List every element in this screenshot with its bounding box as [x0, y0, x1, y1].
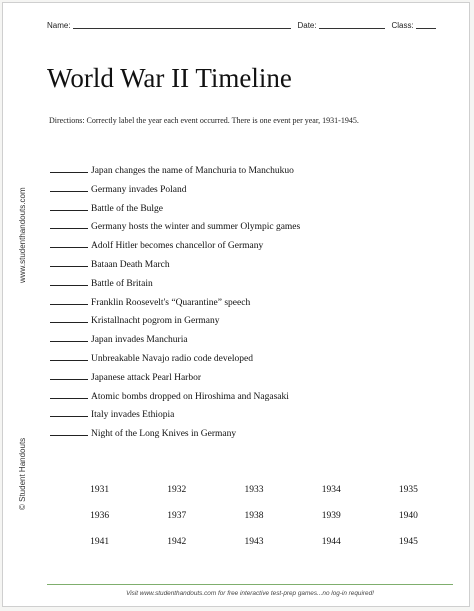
year-option: 1939 [321, 511, 341, 521]
year-option: 1938 [244, 511, 264, 521]
page-title: World War II Timeline [47, 63, 292, 93]
answer-blank [50, 240, 88, 248]
event-text: Franklin Roosevelt's “Quarantine” speech [91, 297, 251, 308]
event-list [50, 165, 300, 447]
year-option: 1931 [90, 485, 110, 495]
event-text: Bataan Death March [91, 259, 170, 270]
answer-blank [50, 334, 88, 342]
answer-blank [50, 259, 88, 267]
answer-blank [50, 221, 88, 229]
answer-blank [50, 278, 88, 286]
worksheet-page [2, 2, 470, 607]
event-item [50, 353, 300, 372]
event-text: Adolf Hitler becomes chancellor of Germany [91, 241, 264, 252]
event-item [50, 259, 300, 278]
footer-text: Visit www.studenthandouts.com for free interactive test-prep games...no log-in required! [126, 590, 374, 597]
event-text: Battle of Britain [91, 278, 153, 289]
answer-blank [50, 353, 88, 361]
answer-blank [50, 203, 88, 211]
event-item [50, 165, 300, 184]
header-fields [47, 20, 453, 30]
event-text: Unbreakable Navajo radio code developed [91, 353, 253, 364]
date-line [319, 20, 385, 29]
year-option: 1936 [90, 511, 110, 521]
event-item [50, 334, 300, 353]
event-text: Japan changes the name of Manchuria to Manchukuo [91, 166, 294, 176]
side-copyright-text: © Student Handouts [18, 437, 27, 510]
year-option: 1932 [167, 485, 187, 495]
date-label: Date: [297, 21, 317, 30]
event-item [50, 372, 300, 391]
year-option: 1934 [321, 485, 341, 495]
event-text: Japanese attack Pearl Harbor [91, 372, 201, 383]
class-line [416, 20, 436, 29]
event-item [50, 391, 300, 410]
year-option: 1942 [167, 537, 187, 547]
event-item [50, 203, 300, 222]
year-option: 1944 [321, 537, 341, 547]
event-text: Germany invades Poland [91, 184, 187, 195]
year-option: 1945 [398, 537, 418, 547]
event-item [50, 409, 300, 428]
answer-blank [50, 184, 88, 192]
class-label: Class: [391, 21, 414, 30]
year-bank [61, 485, 447, 549]
event-text: Germany hosts the winter and summer Olympic games [91, 222, 301, 233]
event-text: Battle of the Bulge [91, 203, 164, 214]
year-option: 1941 [90, 537, 110, 547]
answer-blank [50, 372, 88, 380]
event-item [50, 315, 300, 334]
year-option: 1937 [167, 511, 187, 521]
event-text: Italy invades Ethiopia [91, 410, 175, 421]
footer-divider [47, 584, 453, 585]
name-label: Name: [47, 21, 71, 30]
event-item [50, 297, 300, 316]
event-text: Night of the Long Knives in Germany [91, 429, 237, 440]
year-option: 1943 [244, 537, 264, 547]
answer-blank [50, 391, 88, 399]
answer-blank [50, 409, 88, 417]
year-option: 1933 [244, 485, 264, 495]
event-item [50, 240, 300, 259]
event-item [50, 278, 300, 297]
answer-blank [50, 315, 88, 323]
directions-text: Directions: Correctly label the year each event occurred. There is one event per year, 1931-1945. [49, 116, 359, 125]
side-url-text: www.studenthandouts.com [18, 187, 27, 283]
event-item [50, 221, 300, 240]
year-option: 1935 [398, 485, 418, 495]
year-option: 1940 [398, 511, 418, 521]
event-item [50, 428, 300, 447]
name-line [73, 20, 291, 29]
event-text: Japan invades Manchuria [91, 335, 188, 346]
answer-blank [50, 428, 88, 436]
answer-blank [50, 165, 88, 173]
event-item [50, 184, 300, 203]
event-text: Kristallnacht pogrom in Germany [91, 316, 220, 327]
answer-blank [50, 297, 88, 305]
event-text: Atomic bombs dropped on Hiroshima and Nagasaki [91, 391, 289, 402]
